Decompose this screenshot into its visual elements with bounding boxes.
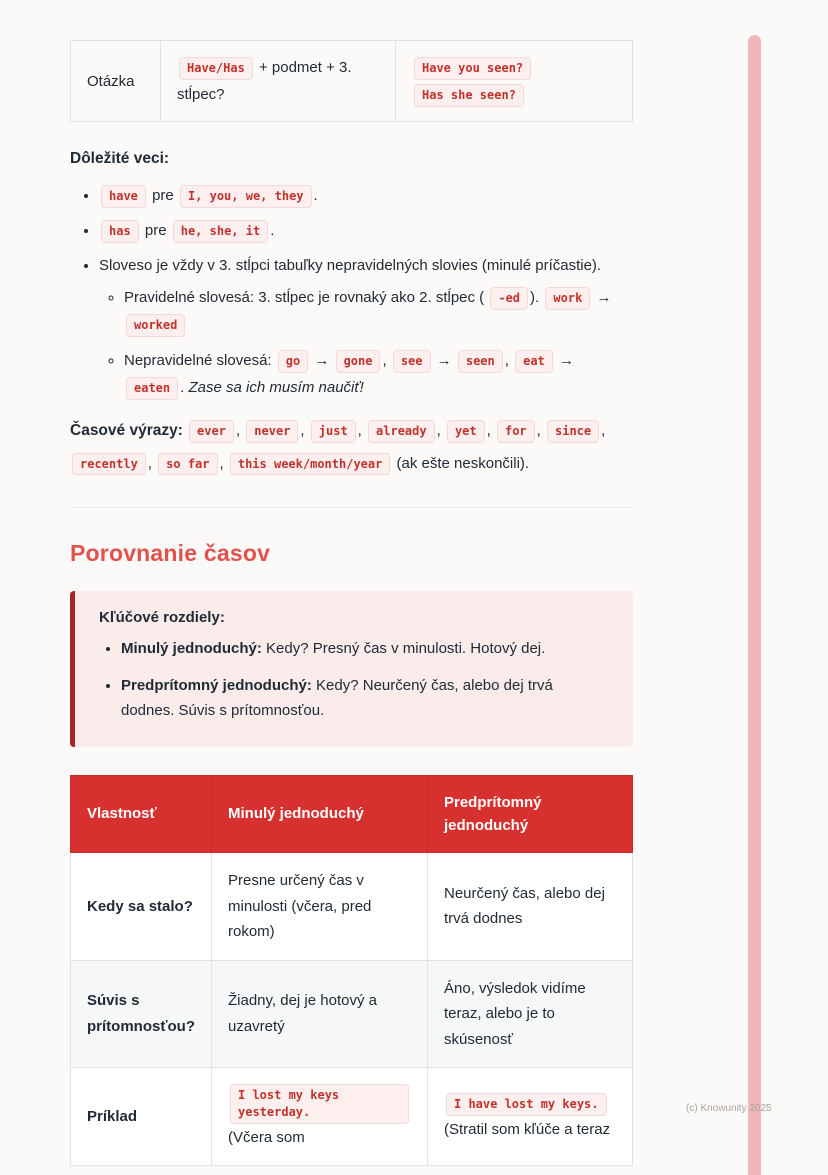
key-differences-callout (70, 591, 633, 747)
comma: , (504, 352, 509, 369)
comparison-header-row (71, 775, 633, 853)
comma: , (235, 422, 241, 439)
callout-title: Kľúčové rozdiely: (99, 609, 225, 627)
code-chip-work: work (545, 287, 590, 310)
callout-item-present-perfect (121, 673, 609, 724)
column-header-predpritomny: Predprítomný jednoduchý (428, 775, 633, 853)
comma: , (219, 454, 224, 472)
callout-text: Kedy? Neurčený čas, alebo dej trvá dodnes. Súvis s prítomnosťou. (121, 676, 553, 720)
arrow: → (558, 352, 574, 369)
cell-past-simple-example (212, 1068, 428, 1166)
comma: , (357, 422, 362, 439)
cell-present-perfect-example (428, 1068, 633, 1166)
comma: , (601, 422, 606, 439)
arrow: → (436, 352, 452, 369)
list-item-has (99, 217, 633, 244)
code-chip-ed: -ed (490, 287, 528, 310)
important-sublist (124, 284, 633, 401)
code-chip-never: never (246, 420, 298, 443)
sub1-text2: ). (530, 289, 540, 306)
arrow: → (596, 289, 612, 306)
question-structure-cell (161, 41, 396, 122)
comma: , (147, 454, 152, 472)
code-chip-has: has (101, 220, 139, 243)
sublist-item-irregular-verbs (124, 347, 633, 401)
code-chip-since: since (547, 420, 599, 443)
list-item-have (99, 182, 633, 209)
comma: , (300, 422, 305, 439)
code-chip-have-you-seen: Have you seen? (414, 57, 531, 80)
table-row-priklad (71, 1068, 633, 1166)
question-row-label: Otázka (71, 41, 161, 122)
period: . (270, 222, 275, 239)
code-chip-pronouns-singular: he, she, it (173, 220, 268, 243)
code-chip-eat: eat (515, 350, 553, 373)
structure-text: + podmet + 3. stĺpec? (177, 59, 352, 103)
bullet3-text: Sloveso je vždy v 3. stĺpci tabuľky nepravidelných slovies (minulé príčastie). (99, 257, 602, 274)
cell-present-perfect: Áno, výsledok vidíme teraz, alebo je to skúsenosť (428, 960, 633, 1068)
text-pre: pre (144, 222, 167, 239)
time-expressions-suffix: (ak ešte neskončili). (396, 454, 530, 472)
section-subheading: Dôležité veci: (70, 150, 170, 167)
row-label: Príklad (71, 1068, 212, 1166)
comma: , (486, 422, 491, 439)
code-chip-eaten: eaten (126, 377, 178, 400)
row-label: Súvis s prítomnosťou? (71, 960, 212, 1068)
code-chip-yet: yet (447, 420, 485, 443)
code-chip-seen: seen (458, 350, 503, 373)
list-item-sloveso (99, 252, 633, 401)
document-content (70, 40, 633, 1166)
arrow: → (314, 352, 330, 369)
code-chip-have-lost-keys: I have lost my keys. (446, 1093, 607, 1116)
column-header-vlastnost: Vlastnosť (71, 775, 212, 853)
code-chip-have-has: Have/Has (179, 57, 253, 80)
sub2-text1: Nepravidelné slovesá: (124, 352, 272, 369)
cell-past-simple: Presne určený čas v minulosti (včera, pred rokom) (212, 853, 428, 961)
code-chip-already: already (368, 420, 435, 443)
code-chip-just: just (311, 420, 356, 443)
period: . (313, 187, 318, 204)
cell-present-perfect: Neurčený čas, alebo dej trvá dodnes (428, 853, 633, 961)
question-examples-cell (396, 41, 633, 122)
italic-note: Zase sa ich musím naučiť! (188, 379, 364, 396)
cell-past-simple: Žiadny, dej je hotový a uzavretý (212, 960, 428, 1068)
watermark: (c) Knowunity 2025 (686, 1103, 772, 1114)
code-chip-gone: gone (336, 350, 381, 373)
code-chip-pronouns-plural: I, you, we, they (180, 185, 312, 208)
comma: , (382, 352, 387, 369)
code-chip-lost-keys: I lost my keys yesterday. (230, 1084, 409, 1124)
example-translation: (Stratil som kľúče a teraz (444, 1120, 611, 1138)
code-chip-recently: recently (72, 453, 146, 476)
time-expressions-paragraph (70, 415, 633, 479)
comma: , (436, 422, 441, 439)
section-heading-porovnanie: Porovnanie časov (70, 540, 271, 567)
right-accent-stripe (748, 35, 761, 1175)
section-divider (70, 507, 633, 508)
code-chip-for: for (497, 420, 535, 443)
table-row-otazka (71, 41, 633, 122)
time-expressions-label: Časové výrazy: (70, 422, 183, 439)
period: . (180, 379, 185, 396)
code-chip-go: go (278, 350, 308, 373)
code-chip-ever: ever (189, 420, 234, 443)
code-chip-worked: worked (126, 314, 185, 337)
row-label: Kedy sa stalo? (71, 853, 212, 961)
important-list (99, 182, 633, 401)
callout-item-past-simple (121, 636, 609, 662)
table-row-kedy (71, 853, 633, 961)
text-pre: pre (152, 187, 174, 204)
code-chip-has-she-seen: Has she seen? (414, 84, 524, 107)
callout-list (121, 636, 609, 724)
table-row-suvis (71, 960, 633, 1068)
comparison-table (70, 775, 633, 1167)
callout-term: Minulý jednoduchý: (121, 640, 262, 658)
sub1-text1: Pravidelné slovesá: 3. stĺpec je rovnaký ako 2. stĺpec ( (124, 289, 485, 306)
callout-text: Kedy? Presný čas v minulosti. Hotový dej. (266, 640, 546, 658)
code-chip-have: have (101, 185, 146, 208)
code-chip-see: see (393, 350, 431, 373)
sublist-item-regular-verbs (124, 284, 633, 338)
callout-term: Predprítomný jednoduchý: (121, 676, 312, 694)
example-translation: (Včera som (228, 1128, 305, 1146)
question-table (70, 40, 633, 122)
code-chip-so-far: so far (158, 453, 217, 476)
code-chip-this-week: this week/month/year (230, 453, 391, 476)
column-header-minuly: Minulý jednoduchý (212, 775, 428, 853)
comma: , (536, 422, 541, 439)
